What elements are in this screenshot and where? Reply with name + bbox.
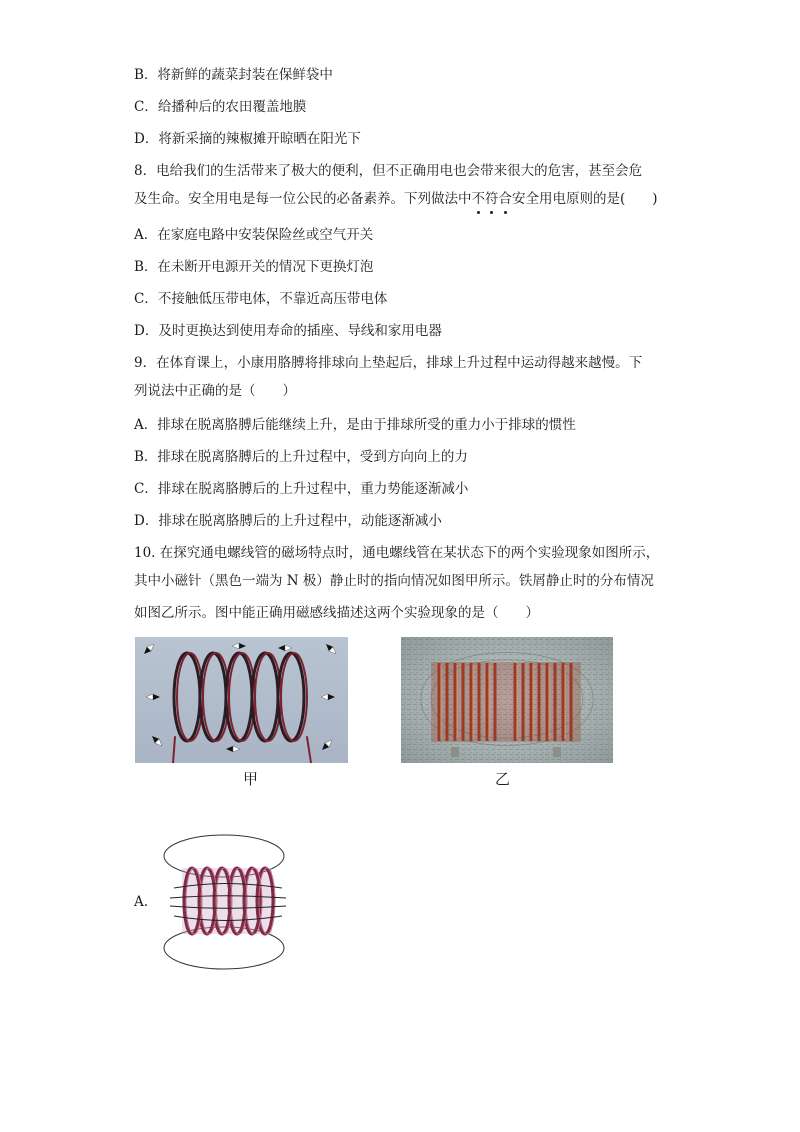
figure-yi-svg	[401, 637, 613, 763]
q7-option-d: D．将新采摘的辣椒摊开晾晒在阳光下	[134, 131, 361, 147]
emphasis-char: 符	[485, 191, 499, 207]
q8-stem-line2-pre: 及生命。安全用电是每一位公民的必备素养。下列做法中	[134, 191, 472, 207]
caption-yi: 乙	[495, 770, 511, 788]
q8-option-c: C．不接触低压带电体，不靠近高压带电体	[134, 291, 388, 307]
figure-jia-compass-solenoid	[135, 637, 348, 763]
q10-stem-line1: 10. 在探究通电螺线管的磁场特点时，通电螺线管在某状态下的两个实验现象如图所示，	[134, 545, 660, 561]
q9-option-b: B．排球在脱离胳膊后的上升过程中，受到方向向上的力	[134, 449, 468, 465]
emphasis-char: 合	[499, 191, 513, 207]
figure-yi-iron-filings	[401, 637, 613, 763]
q9-option-c: C．排球在脱离胳膊后的上升过程中，重力势能逐渐减小	[134, 481, 469, 497]
q9-option-d: D．排球在脱离胳膊后的上升过程中，动能逐渐减小	[134, 513, 442, 529]
q8-stem-line2-post: 安全用电原则的是( )	[512, 191, 658, 207]
q8-option-b: B．在未断开电源开关的情况下更换灯泡	[134, 259, 374, 275]
caption-jia: 甲	[243, 770, 259, 788]
q9-option-a: A．排球在脱离胳膊后能继续上升，是由于排球所受的重力小于排球的惯性	[134, 417, 576, 433]
q8-stem-line1: 8．电给我们的生活带来了极大的便利，但不正确用电也会带来很大的危害，甚至会危	[134, 163, 643, 179]
q7-option-c: C．给播种后的农田覆盖地膜	[134, 99, 307, 115]
option-a-svg	[160, 832, 295, 970]
q8-stem-line2	[134, 190, 658, 208]
q8-option-a: A．在家庭电路中安装保险丝或空气开关	[134, 227, 374, 243]
figure-jia-svg	[135, 637, 348, 763]
q10-option-a-label: A.	[134, 894, 149, 910]
q10-stem-line2: 其中小磁针（黑色一端为 N 极）静止时的指向情况如图甲所示。铁屑静止时的分布情况	[134, 573, 654, 589]
q7-option-b: B．将新鲜的蔬菜封装在保鲜袋中	[134, 67, 333, 83]
emphasis-char: 不	[472, 191, 486, 207]
q9-stem-line2: 列说法中正确的是（ ）	[134, 383, 296, 399]
solenoid-coil	[182, 868, 275, 934]
q9-stem-line1: 9．在体育课上，小康用胳膊将排球向上垫起后，排球上升过程中运动得越来越慢。下	[134, 355, 643, 371]
option-a-field-lines-diagram	[160, 832, 295, 970]
q10-stem-line3: 如图乙所示。图中能正确用磁感线描述这两个实验现象的是（ ）	[134, 605, 539, 621]
q8-option-d: D．及时更换达到使用寿命的插座、导线和家用电器	[134, 323, 442, 339]
